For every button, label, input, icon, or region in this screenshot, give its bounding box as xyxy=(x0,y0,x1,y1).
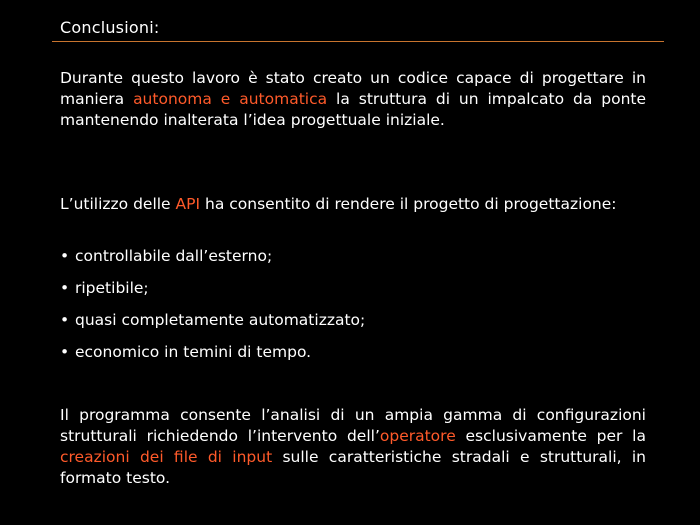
paragraph-text: L’utilizzo delle xyxy=(60,195,176,213)
paragraph-code-summary xyxy=(60,68,646,131)
highlight-operatore: operatore xyxy=(379,427,456,445)
title-divider xyxy=(52,41,664,42)
slide-title: Conclusioni: xyxy=(60,18,160,37)
highlight-api: API xyxy=(175,195,201,213)
bullet-icon: • xyxy=(60,343,70,361)
bullet-list xyxy=(60,246,365,374)
list-item-text: ripetibile; xyxy=(75,279,149,297)
paragraph-text: esclusivamente per la xyxy=(455,427,646,445)
list-item xyxy=(60,278,365,310)
bullet-icon: • xyxy=(60,247,70,265)
list-item-text: controllabile dall’esterno; xyxy=(75,247,273,265)
paragraph-text: sulle caratteristiche stradali e strutturali, in formato testo. xyxy=(60,448,646,487)
bullet-icon: • xyxy=(60,311,70,329)
paragraph-text: Durante questo lavoro è stato creato un codice capace di progettare in maniera xyxy=(60,69,646,108)
highlight-autonoma-automatica: autonoma e automatica xyxy=(133,90,328,108)
paragraph-program xyxy=(60,405,646,489)
highlight-creazioni-file-input: creazioni dei file di input xyxy=(60,448,273,466)
list-item xyxy=(60,310,365,342)
paragraph-text: ha consentito di rendere il progetto di progettazione: xyxy=(200,195,617,213)
paragraph-text: Il programma consente l’analisi di un ampia gamma di configurazioni strutturali richiedendo l’intervento dell’ xyxy=(60,406,646,445)
list-item-text: economico in temini di tempo. xyxy=(75,343,312,361)
bullet-icon: • xyxy=(60,279,70,297)
list-item xyxy=(60,342,365,374)
list-item-text: quasi completamente automatizzato; xyxy=(75,311,366,329)
paragraph-text: la struttura di un impalcato da ponte mantenendo inalterata l’idea progettuale iniziale. xyxy=(60,90,647,129)
list-item xyxy=(60,246,365,278)
paragraph-api xyxy=(60,194,646,215)
